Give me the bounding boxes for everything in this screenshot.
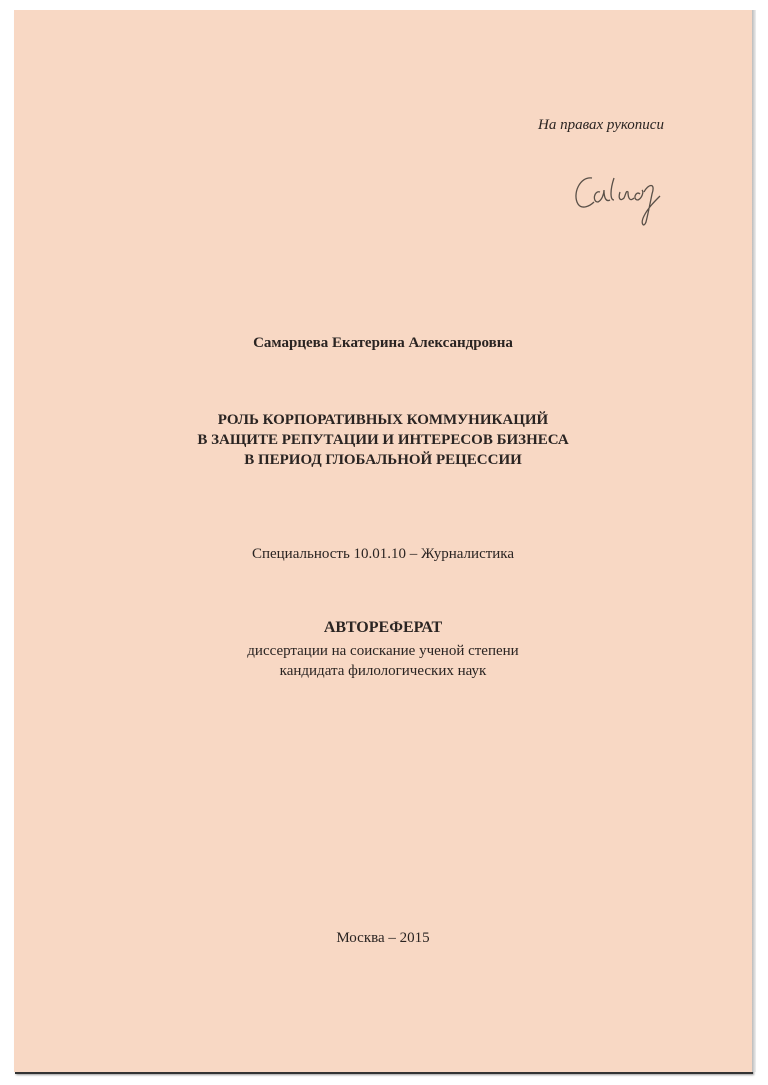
abstract-line: диссертации на соискание ученой степени [247, 643, 519, 659]
city-year: Москва – 2015 [336, 930, 430, 946]
dissertation-title [14, 410, 752, 470]
page-edge [752, 10, 756, 1072]
specialty: Специальность 10.01.10 – Журналистика [251, 546, 515, 562]
title-line: В ЗАЩИТЕ РЕПУТАЦИИ И ИНТЕРЕСОВ БИЗНЕСА [197, 432, 569, 448]
title-line: В ПЕРИОД ГЛОБАЛЬНОЙ РЕЦЕССИИ [244, 452, 522, 468]
author-name: Самарцева Екатерина Александровна [253, 335, 513, 351]
manuscript-note: На правах рукописи [538, 117, 664, 133]
title-line: РОЛЬ КОРПОРАТИВНЫХ КОММУНИКАЦИЙ [217, 412, 549, 428]
handwritten-signature [570, 170, 680, 230]
abstract-description [14, 641, 752, 681]
abstract-line: кандидата филологических наук [279, 663, 487, 679]
document-page [14, 10, 752, 1072]
abstract-heading: АВТОРЕФЕРАТ [323, 619, 443, 636]
